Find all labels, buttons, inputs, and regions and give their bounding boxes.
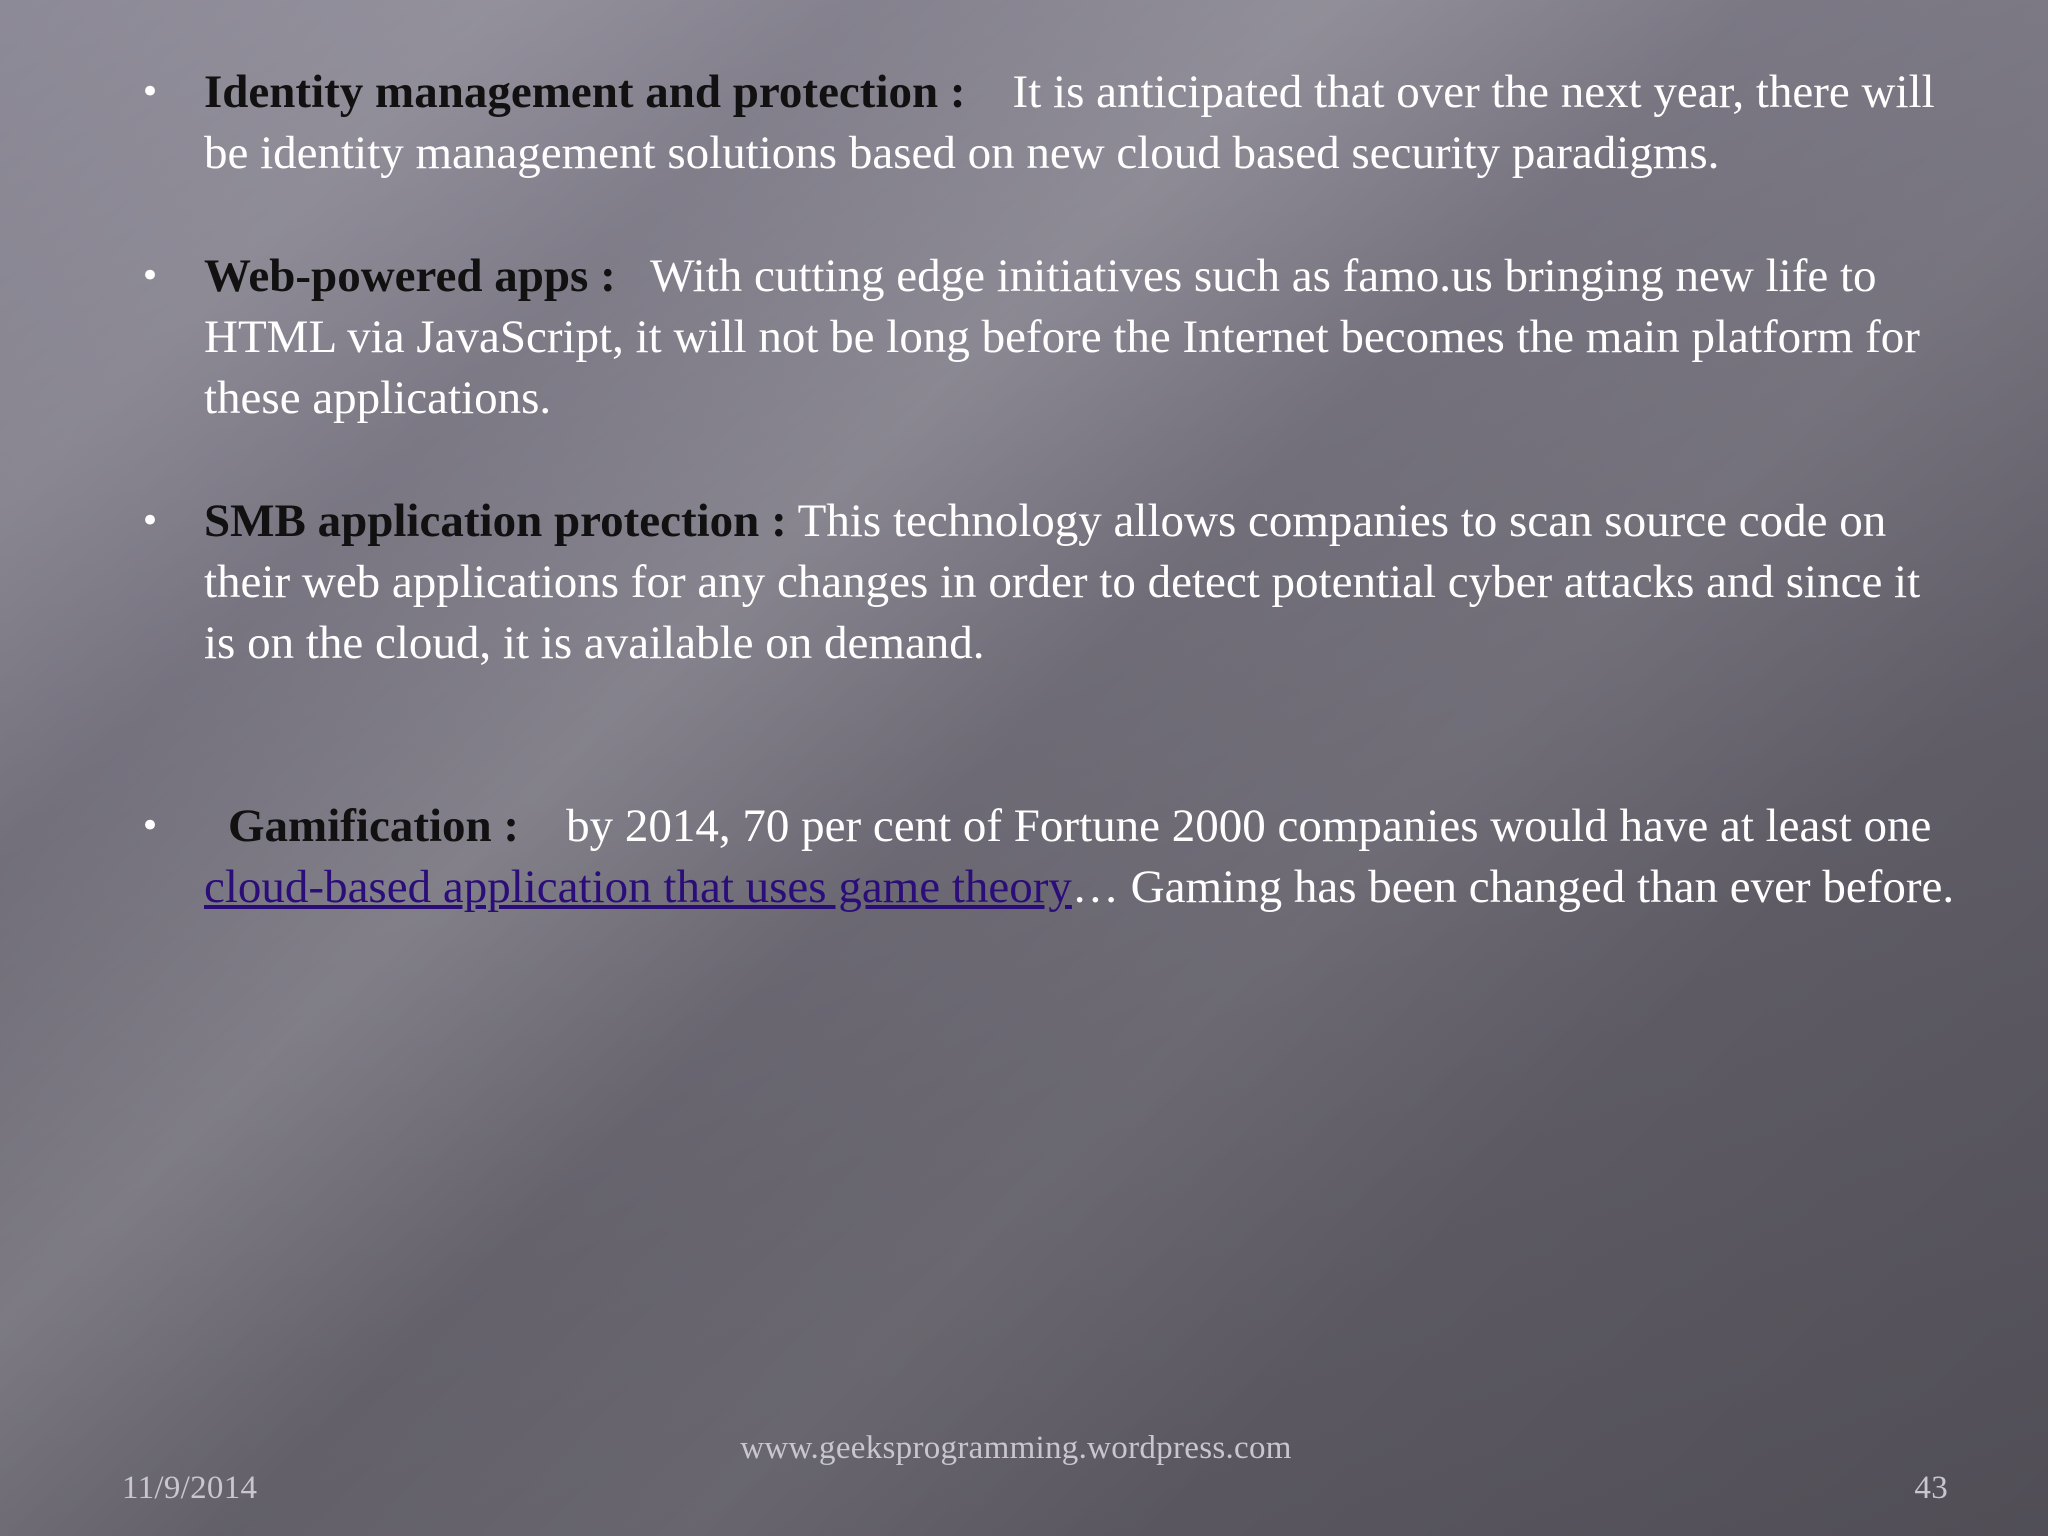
bullet-text-before-link: by 2014, 70 per cent of Fortune 2000 companies would have at least one [566, 800, 1932, 852]
bullet-term: SMB application protection : [204, 495, 787, 547]
bullet-item-identity-management [140, 62, 1960, 184]
bullet-icon: • [140, 501, 161, 541]
bullet-text: This technology allows companies to scan source code on their web applications for any changes in order to detect potential cyber attacks and since it is on the cloud, it is available on demand. [204, 495, 1921, 669]
bullet-icon: • [140, 72, 161, 112]
footer-page-number: 43 [1914, 1470, 1948, 1506]
bullet-term: Web-powered apps : [204, 250, 616, 302]
bullet-term: Gamification : [228, 800, 520, 852]
bullet-text-after-link: … Gaming has been changed than ever before. [1071, 861, 1955, 913]
game-theory-link[interactable]: cloud-based application that uses game theory [204, 861, 1072, 913]
bullet-item-smb-application-protection [140, 491, 1960, 674]
bullet-item-web-powered-apps [140, 246, 1960, 429]
bullet-term: Identity management and protection : [204, 66, 966, 118]
bullet-spacer [977, 66, 1001, 118]
bullet-spacer [531, 800, 555, 852]
bullet-spacer [627, 250, 639, 302]
bullet-text: It is anticipated that over the next year, there will be identity management solutions based on new cloud based security paradigms. [204, 66, 1935, 179]
bullet-text: With cutting edge initiatives such as famo.us bringing new life to HTML via JavaScript, it will not be long before the Internet becomes the main platform for these applications. [204, 250, 1920, 424]
bullet-icon: • [140, 806, 161, 846]
bullet-item-gamification [140, 796, 1960, 918]
bullet-list [140, 62, 1960, 918]
footer-site: www.geeksprogramming.wordpress.com [740, 1430, 1292, 1466]
bullet-icon: • [140, 256, 161, 296]
footer-date: 11/9/2014 [122, 1470, 258, 1506]
